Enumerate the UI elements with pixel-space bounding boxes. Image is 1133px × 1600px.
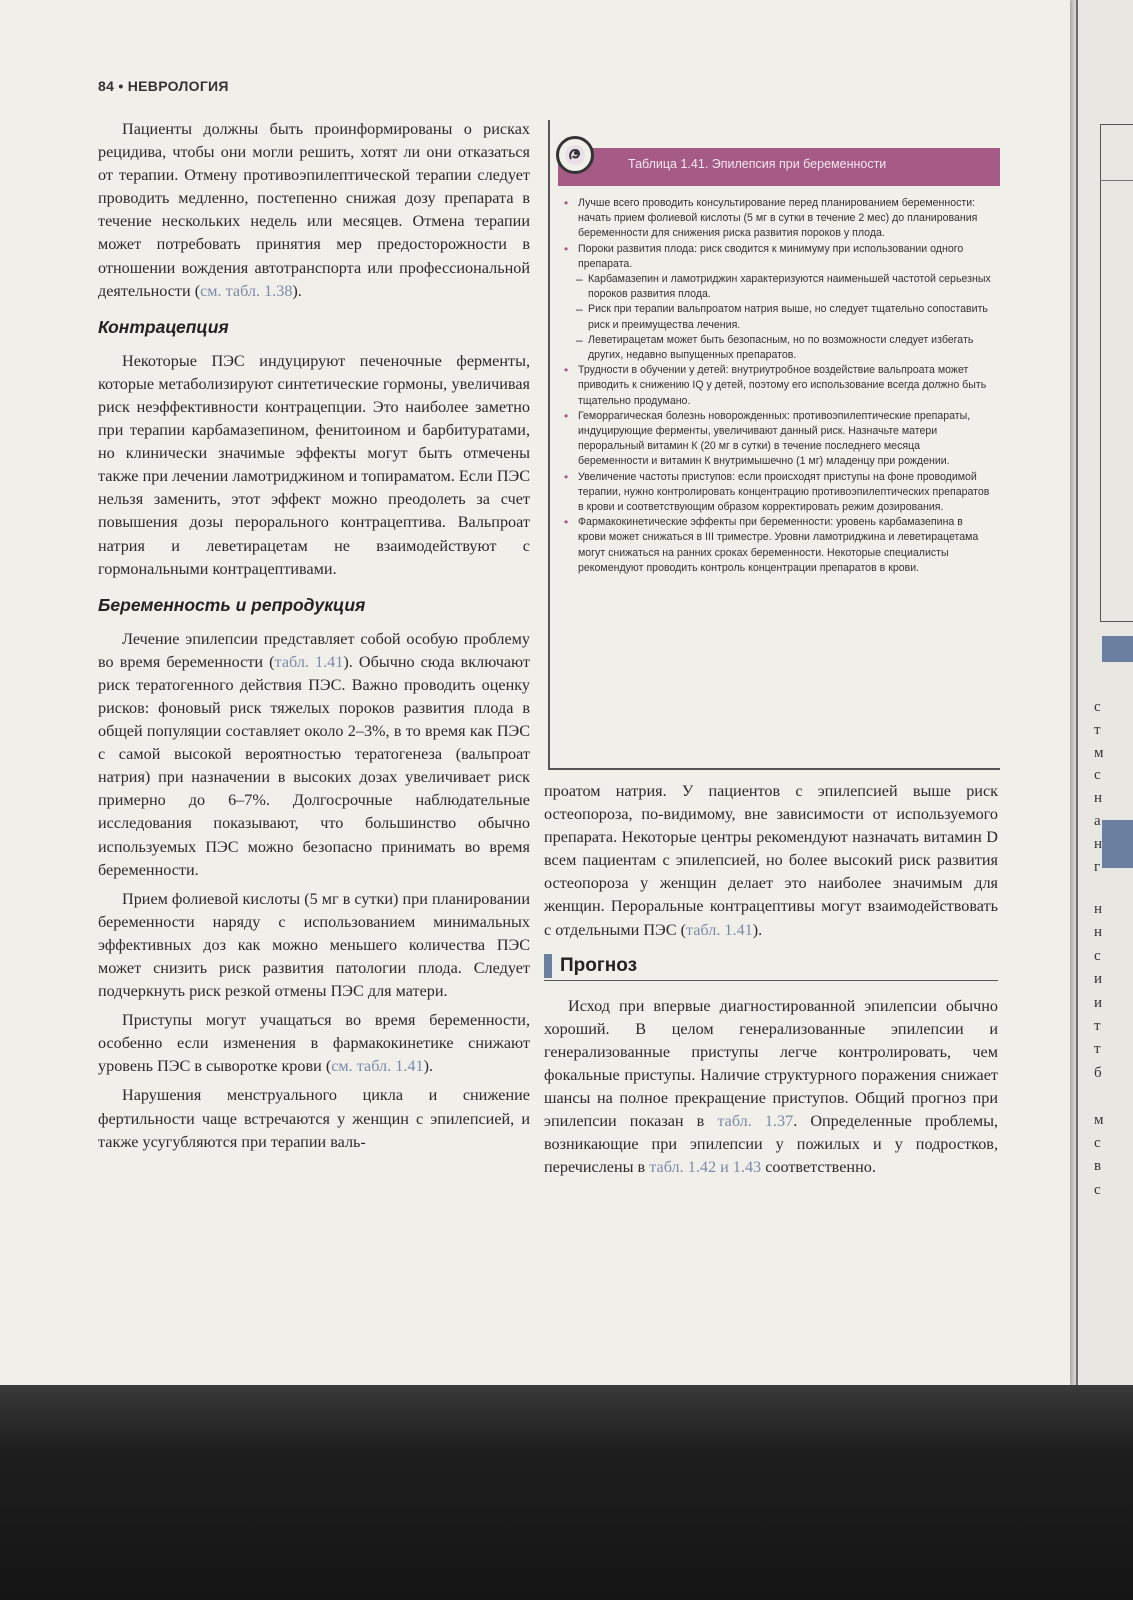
edge-letter: и — [1094, 994, 1103, 1011]
table-reference-link[interactable]: табл. 1.37 — [717, 1112, 794, 1131]
section-marker — [1102, 820, 1133, 868]
edge-letter: т — [1094, 1018, 1101, 1035]
paragraph: Приступы могут учащаться во время беременности, особенно если изменения в фармакокинетике снижают уровень ПЭС в сыворотке крови (см. табл. 1.41). — [98, 1011, 530, 1076]
edge-letter: а — [1094, 812, 1101, 829]
edge-letter: н — [1094, 901, 1103, 917]
table-header — [558, 148, 1000, 186]
edge-letter: с — [1094, 947, 1101, 964]
edge-letter: с — [1094, 1135, 1101, 1152]
table-1-41 — [548, 120, 1000, 770]
paragraph: Лечение эпилепсии представляет собой особую проблему во время беременности (табл. 1.41). Обычно сюда включают риск тератогенного действия ПЭС. Важно проводить оценку рисков: фоновый риск тяжелых пороков развития плода в общей популяции составляет около 2–3%, в то время как ПЭС с самой высокой вероятностью тератогенеза (вальпроат натрия) при назначении в высоких дозах увеличивает риск примерно до 6–7%. Долгосрочные наблюдательные исследования показывают, что большинство обычно используемых ПЭС можно безопасно принимать во время беременности. — [98, 629, 530, 879]
left-column — [98, 118, 530, 1160]
adjacent-table-frame — [1100, 124, 1133, 622]
edge-letter: н — [1094, 924, 1103, 941]
table-item: • Увеличение частоты приступов: если происходят приступы на фоне проводимой терапии, нужно контролировать концентрацию противоэпилептических препаратов в крови и соответствующим образом корректировать режим дозирования. — [564, 470, 992, 516]
table-title: Таблица 1.41. Эпилепсия при беременности — [628, 157, 887, 171]
edge-letter: н — [1094, 835, 1103, 852]
edge-letter: с — [1094, 767, 1101, 784]
edge-letter: м — [1094, 744, 1104, 761]
section-marker — [544, 954, 552, 978]
edge-letter: б — [1094, 1064, 1102, 1081]
edge-letter — [1094, 1085, 1104, 1108]
table-reference-link[interactable]: табл. 1.42 и 1.43 — [649, 1158, 762, 1177]
section-heading-prognosis — [544, 954, 998, 981]
heading-contraception: Контрацепция — [98, 316, 229, 337]
table-reference-link[interactable]: табл. 1.41 — [274, 652, 344, 671]
running-head: 84 • НЕВРОЛОГИЯ — [98, 78, 229, 94]
adjacent-page-edge — [1076, 0, 1133, 1385]
table-reference-link[interactable]: см. табл. 1.41 — [331, 1057, 424, 1076]
scanner-shadow — [0, 1385, 1133, 1600]
table-item: • Пороки развития плода: риск сводится к минимуму при использовании одного препарата. — [564, 242, 992, 272]
table-subitem: – Риск при терапии вальпроатом натрия выше, но следует тщательно сопоставить риск и преимущества лечения. — [564, 302, 992, 332]
edge-letter: с — [1094, 699, 1101, 715]
edge-letter: с — [1094, 1181, 1101, 1198]
table-reference-link[interactable]: см. табл. 1.38 — [200, 281, 293, 300]
paragraph: Прием фолиевой кислоты (5 мг в сутки) при планировании беременности наряду с использованием минимальных эффективных доз как можно меньшего количества ПЭС может снизить риск развития патологии плода. Следует подчеркнуть риск резкой отмены ПЭС для матери. — [98, 889, 530, 1001]
edge-letter: м — [1094, 1111, 1104, 1128]
table-reference-link[interactable]: табл. 1.41 — [685, 920, 753, 939]
edge-letter: т — [1094, 1041, 1101, 1058]
paragraph: проатом натрия. У пациентов с эпилепсией выше риск остеопороза, по-видимому, вне зависимости от используемого препарата. Некоторые центры рекомендуют назначать витамин D всем пациентам с эпилепсией, но более высокий риск развития остеопороза у женщин делает это наиболее значимым для женщин. Пероральные контрацептивы могут взаимодействовать с отдельными ПЭС (табл. 1.41). — [544, 782, 998, 939]
paragraph: Пациенты должны быть проинформированы о рисках рецидива, чтобы они могли решить, хотят ли они отказаться от терапии. Отмену противоэпилептической терапии следует проводить медленно, постепенно снижая дозу препарата в течение нескольких недель или месяцев. Отмена терапии может потребовать принятия мер предосторожности в отношении вождения автотранспорта или профессиональной деятельности (см. табл. 1.38). — [98, 120, 530, 300]
table-item: • Лучше всего проводить консультирование перед планированием беременности: начать прием фолиевой кислоты (5 мг в сутки в течение 2 мес) до планирования беременности для снижения риска развития пороков у плода. — [564, 196, 992, 242]
paragraph: Некоторые ПЭС индуцируют печеночные ферменты, которые метаболизируют синтетические гормоны, увеличивая риск неэффективности контрацепции. Это наиболее заметно при терапии карбамазепином, фенитоином и барбитуратами, но клинически значимые эффекты могут быть отмечены также при лечении ламотриджином и топираматом. Если ПЭС нельзя заменить, этот эффект можно преодолеть за счет повышения дозы перорального контрацептива. Вальпроат натрия и леветирацетам не взаимодействуют с гормональными контрацептивами. — [98, 351, 530, 578]
table-item: • Трудности в обучении у детей: внутриутробное воздействие вальпроата может приводить к снижению IQ у детей, поэтому его использование всегда должно быть тщательно продумано. — [564, 363, 992, 409]
table-item: • Фармакокинетические эффекты при беременности: уровень карбамазепина в крови может снижаться в III триместре. Уровни ламотриджина и леветирацетама могут снижаться на ранних сроках беременности. Некоторые специалисты рекомендуют проводить контроль концентрации препаратов в крови. — [564, 515, 992, 576]
edge-letter: т — [1094, 721, 1101, 738]
edge-letter: г — [1094, 858, 1101, 875]
table-subitem: – Карбамазепин и ламотриджин характеризуются наименьшей частотой серьезных пороков развития плода. — [564, 272, 992, 302]
table-subitem: – Леветирацетам может быть безопасным, но по возможности следует избегать других, недавно выпущенных препаратов. — [564, 333, 992, 363]
edge-letter: в — [1094, 1158, 1102, 1175]
edge-letter: н — [1094, 790, 1103, 807]
edge-text — [1094, 898, 1104, 1202]
edge-text — [1094, 696, 1104, 878]
divider — [1100, 180, 1133, 181]
paragraph: Исход при впервые диагностированной эпилепсии обычно хороший. В целом генерализованные эпилепсии и генерализованные приступы легче контролировать, чем фокальные приступы. Наличие структурного поражения снижает шансы на полное прекращение приступов. Общий прогноз при эпилепсии показан в табл. 1.37. Определенные проблемы, возникающие при эпилепсии у пожилых и у подростков, перечислены в табл. 1.42 и 1.43 соответственно. — [544, 996, 998, 1177]
pregnancy-icon — [556, 136, 594, 174]
table-item: • Геморрагическая болезнь новорожденных: противоэпилептические препараты, индуцирующие ферменты, увеличивают данный риск. Назначьте матери пероральный витамин К (20 мг в сутки) в течение последнего месяца беременности и витамин К внутримышечно (1 мг) младенцу при рождении. — [564, 409, 992, 470]
section-marker — [1102, 636, 1133, 662]
paragraph: Нарушения менструального цикла и снижение фертильности чаще встречаются у женщин с эпилепсией, и также усугубляются при терапии валь- — [98, 1086, 530, 1151]
table-list — [564, 196, 992, 576]
edge-letter: и — [1094, 971, 1103, 988]
section-title: Прогноз — [560, 954, 638, 976]
right-column — [544, 780, 998, 1185]
heading-pregnancy: Беременность и репродукция — [98, 594, 366, 615]
